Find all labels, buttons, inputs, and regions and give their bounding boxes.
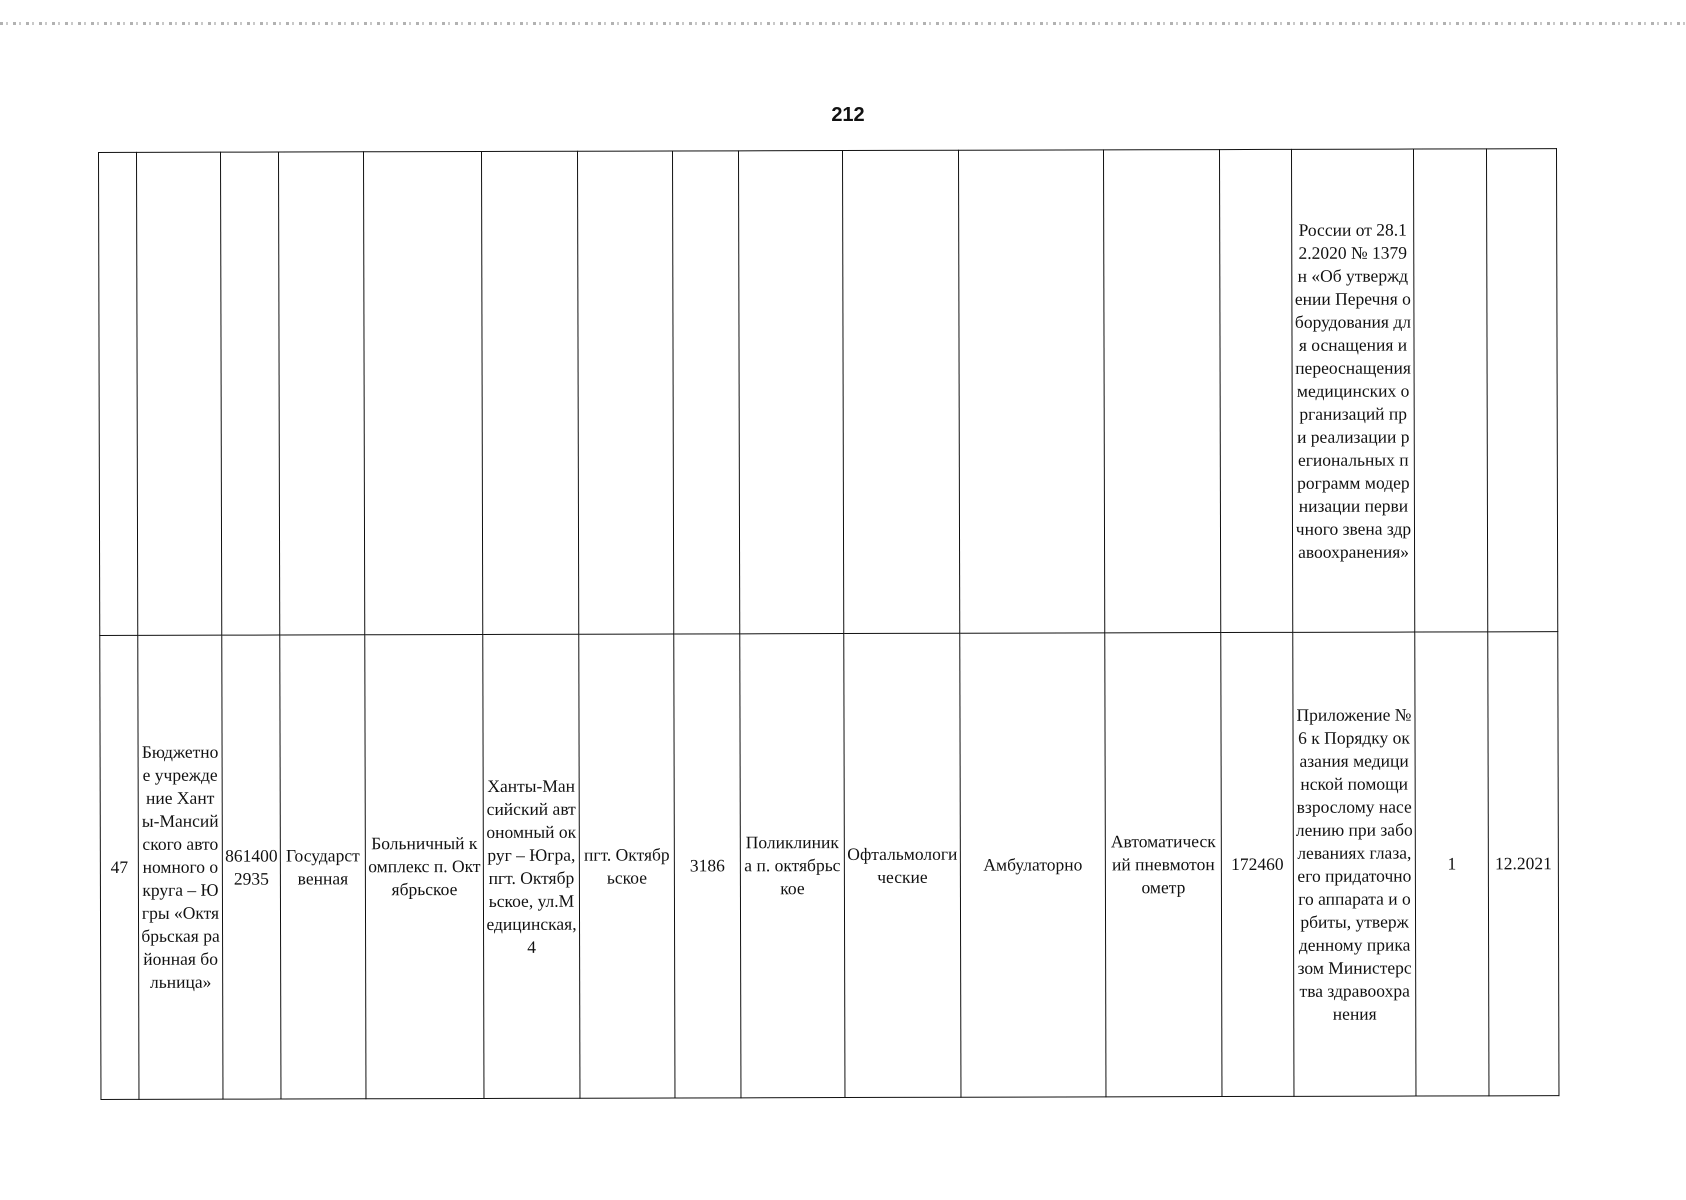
cell-profile [844, 633, 961, 1097]
cell-conditions [958, 150, 1104, 633]
cell-unit [740, 634, 845, 1098]
facility-address: Ханты-Мансийский автономный округ – Югра, пгт. Октябрьское, ул.Медицинская, 4 [486, 775, 577, 957]
cell-equipment-code [1221, 632, 1294, 1096]
page-number: 212 [831, 104, 865, 126]
equipment-table [98, 148, 1559, 1100]
table-row [100, 632, 1559, 1100]
quantity-value: 1 [1447, 853, 1457, 874]
equipment-name: Автоматический пневмотонометр [1110, 831, 1216, 898]
medical-profile: Офтальмологические [847, 843, 958, 887]
cell-equipment [1105, 633, 1222, 1097]
organization-code: 8614002935 [225, 845, 278, 889]
cell-unit [738, 151, 843, 634]
cell-address [483, 634, 580, 1098]
cell-organization [137, 152, 222, 635]
cell-ownership [279, 152, 365, 635]
cell-object [364, 151, 483, 634]
cell-num [99, 152, 138, 635]
organization-name: Бюджетное учреждение Ханты-Мансийского автономного округа – Югры «Октябрьская районная больница» [141, 741, 220, 992]
regulation-text: России от 28.12.2020 № 1379н «Об утверждении Перечня оборудования для оснащения и переоснащения медицинских организаций при реализации региональных программ модернизации первичного звена здравоохранения» [1294, 219, 1412, 562]
cell-ownership [280, 635, 366, 1099]
cell-address [482, 151, 579, 634]
cell-population [672, 151, 739, 634]
cell-num [100, 635, 139, 1099]
settlement-name: пгт. Октябрьское [583, 844, 670, 888]
cell-regulation [1293, 632, 1416, 1096]
cell-profile [842, 150, 959, 633]
population-value: 3186 [689, 855, 725, 876]
care-conditions: Амбулаторно [983, 854, 1083, 875]
cell-date [1486, 149, 1557, 632]
cell-organization [138, 635, 223, 1099]
row-number: 47 [110, 856, 129, 877]
cell-equipment-code [1219, 149, 1292, 632]
cell-object [365, 634, 484, 1098]
scan-edge-artifact [0, 22, 1686, 25]
cell-equipment [1103, 150, 1220, 633]
equipment-code: 172460 [1231, 853, 1284, 875]
cell-regulation [1291, 149, 1414, 632]
cell-settlement [577, 151, 673, 634]
cell-conditions [960, 633, 1106, 1097]
regulation-text: Приложение № 6 к Порядку оказания медицинской помощи взрослому населению при заболеваниях глаза, его придаточного аппарата и орбиты, утвержденному приказом Министерства здравоохранения [1295, 704, 1413, 1024]
cell-settlement [579, 634, 675, 1098]
table-row [99, 149, 1558, 636]
cell-code [222, 635, 281, 1099]
ownership-form: Государственная [285, 844, 360, 888]
facility-object: Больничный комплекс п. Октябрьское [368, 833, 481, 900]
cell-quantity [1413, 149, 1487, 632]
cell-date [1488, 632, 1559, 1096]
cell-code [221, 152, 280, 635]
cell-quantity [1415, 632, 1489, 1096]
cell-population [674, 634, 741, 1098]
date-value: 12.2021 [1494, 853, 1552, 874]
medical-unit: Поликлиника п. октябрьское [744, 832, 841, 899]
